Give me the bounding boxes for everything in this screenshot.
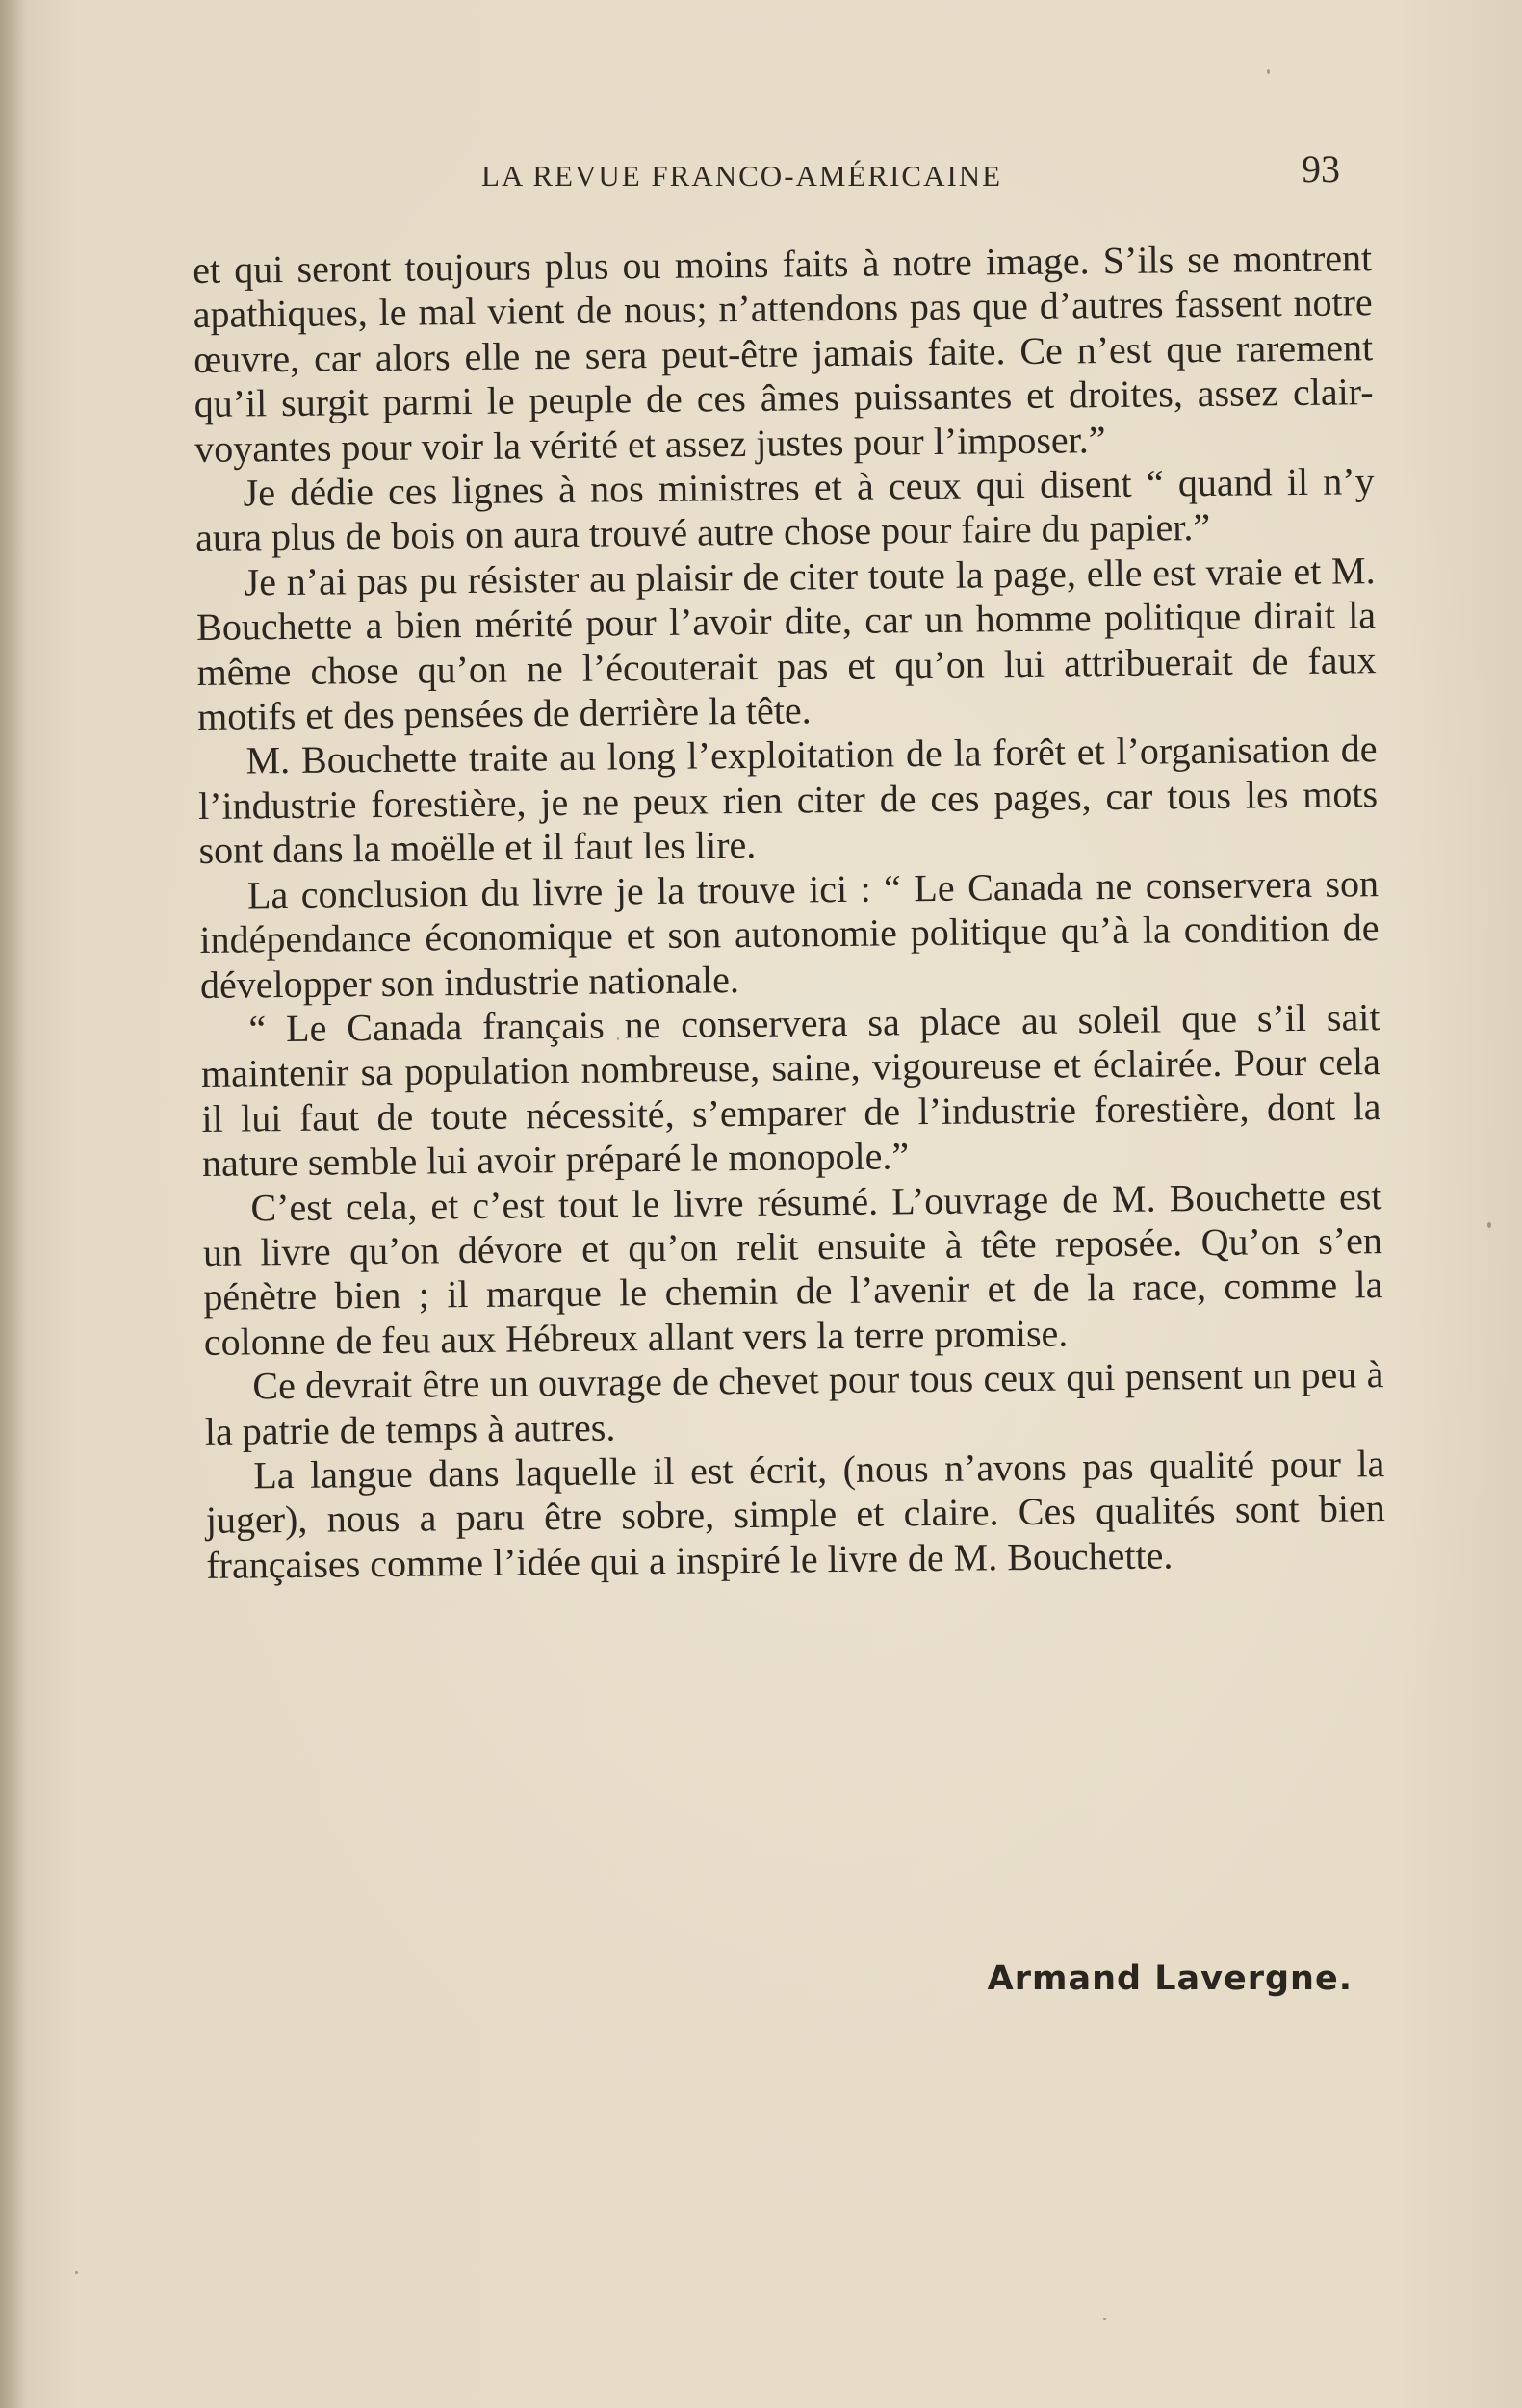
paper-speck: [75, 2271, 78, 2274]
paper-speck: [1487, 1222, 1491, 1228]
paragraph-continuation: et qui seront toujours plus ou moins faits à notre image. S’ils se montrent apathiques, le mal vient de nous; n’attendons pas que d’autres fassent notre œuvre, car alors elle ne sera peut-être jamais faite. Ce n’est que rarement qu’il surgit parmi le peuple de ces âmes puissantes et droites, assez clair-voyantes pour voir la vérité et assez justes pour l’imposer.”: [193, 236, 1374, 471]
paragraph-language: La langue dans laquelle il est écrit, (nous n’avons pas qualité pour la juger), nous a paru être sobre, simple et claire. Ces qualités sont bien françaises comme l’idée qui a inspiré le livre de M. Bouchette.: [205, 1442, 1386, 1587]
page-number: 93: [1302, 147, 1340, 191]
paper-speck: [617, 1037, 619, 1040]
author-signature: Armand Lavergne.: [987, 1960, 1353, 1998]
paragraph-citation-remark: Je n’ai pas pu résister au plaisir de citer toute la page, elle est vraie et M. Bouchette a bien mérité pour l’avoir dite, car un homme politique dirait la même chose qu’on ne l’écouterait pas et qu’on lui attribuerait de faux motifs et des pensées de derrière la tête.: [195, 548, 1377, 739]
paper-speck: [1267, 69, 1270, 74]
paragraph-forest-industry: M. Bouchette traite au long l’exploitation de la forêt et l’organisation de l’industrie forestière, je ne peux rien citer de ces pages, car tous les mots sont dans la moëlle et il faut les lire.: [197, 727, 1379, 873]
spine-shadow: [0, 0, 25, 2408]
paragraph-summary: C’est cela, et c’est tout le livre résumé. L’ouvrage de M. Bouchette est un livre qu’on dévore et qu’on relit ensuite à tête reposée. Qu’on s’en pénètre bien ; il marque le chemin de l’avenir et de la race, comme la colonne de feu aux Hébreux allant vers la terre promise.: [202, 1173, 1383, 1364]
paper-speck: [1103, 2318, 1106, 2320]
body-text: [193, 236, 1386, 1588]
running-head: LA REVUE FRANCO-AMÉRICAINE: [481, 159, 1003, 192]
paragraph-quote-canada: “ Le Canada français ne conservera sa place au soleil que s’il sait maintenir sa population nombreuse, saine, vigoureuse et éclairée. Pour cela il lui faut de toute nécessité, s’emparer de l’industrie forestière, dont la nature semble lui avoir préparé le monopole.”: [200, 995, 1381, 1186]
paragraph-conclusion: La conclusion du livre je la trouve ici : “ Le Canada ne conservera son indépendance économique et son autonomie politique qu’à la condition de développer son industrie nationale.: [199, 860, 1380, 1007]
paragraph-dedication: Je dédie ces lignes à nos ministres et à ceux qui disent “ quand il n’y aura plus de bois on aura trouvé autre chose pour faire du papier.”: [194, 459, 1375, 560]
paragraph-bedside-book: Ce devrait être un ouvrage de chevet pour tous ceux qui pensent un peu à la patrie de temps à autres.: [204, 1352, 1384, 1453]
